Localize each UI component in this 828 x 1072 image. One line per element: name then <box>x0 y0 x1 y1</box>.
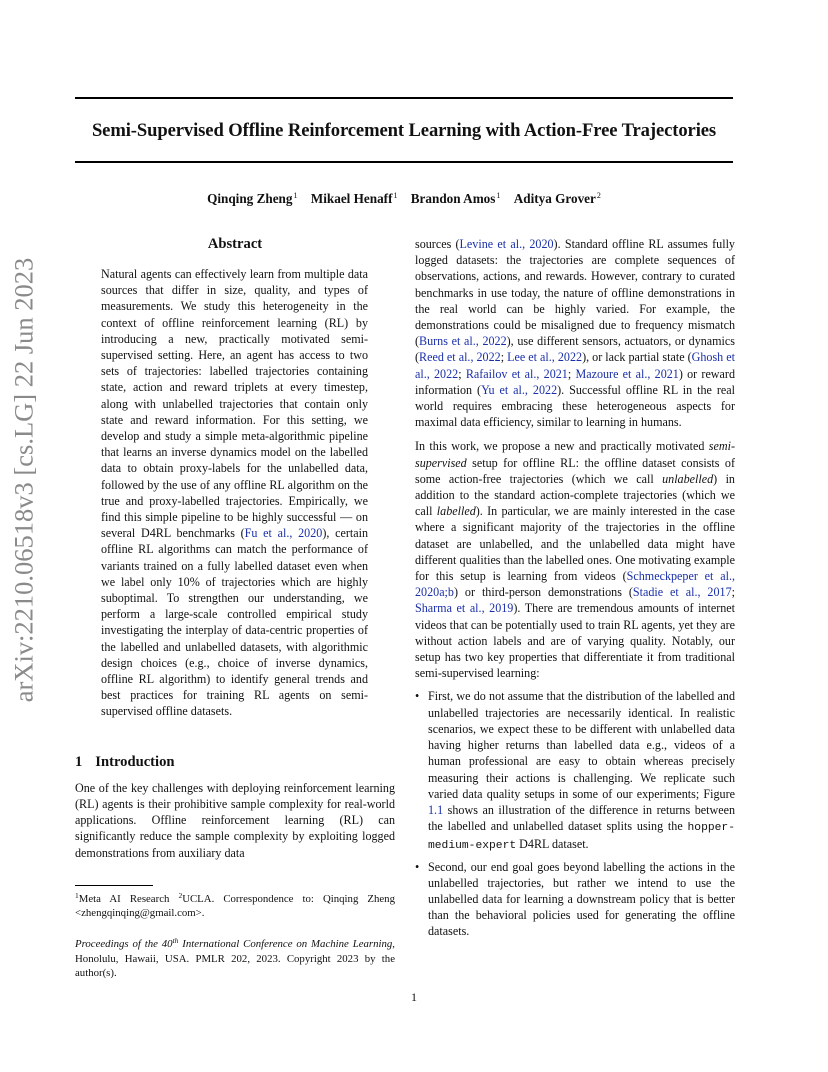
citation-link[interactable]: Schmeckpeper et al., 2020a;b <box>415 569 735 600</box>
author-affiliation: 1 <box>293 191 298 200</box>
right-column <box>415 236 735 944</box>
footnote-rule <box>75 885 153 886</box>
author-affiliation: 1 <box>496 191 501 200</box>
author-name: Aditya Grover <box>513 191 596 206</box>
bullet-icon: • <box>415 859 420 874</box>
title-top-rule <box>75 97 733 99</box>
author-affiliation: 2 <box>596 191 601 200</box>
abstract-heading: Abstract <box>207 236 263 252</box>
left-column <box>75 236 395 861</box>
bullet-icon: • <box>415 689 420 704</box>
author-name: Mikael Henaff <box>310 191 393 206</box>
citation-link[interactable]: Reed et al., 2022 <box>419 350 501 365</box>
paper-title: Semi-Supervised Offline Reinforcement Learning with Action-Free Trajectories <box>91 120 717 141</box>
author <box>411 191 501 206</box>
citation-link[interactable]: Stadie et al., 2017 <box>632 585 732 600</box>
list-item: • Second, our end goal goes beyond labelling the actions in the unlabelled trajectories, but rather we intend to use the unlabelled data for learning a downstream policy that is better than the behavioral policies used for generating the offline datasets. <box>415 859 735 939</box>
intro-paragraph: In this work, we propose a new and practically motivated semi-supervised setup for offline RL: the offline dataset consists of some action-free trajectories (which we call unlabelled) in addition to the standard action-complete trajectories (which we call labelled). In particular, we are mainly interested in the case where a significant majority of the trajectories in the offline dataset are unlabelled, and the unlabelled data might have different qualities than the labelled ones. One motivating example for this setup is learning from videos (Schmeckpeper et al., 2020a;b) or third-person demonstrations (Stadie et al., 2017; Sharma et al., 2019). There are tremendous amounts of internet videos that can be potentially used to train RL agents, yet they are without action labels and are of varying quality. Notably, our setup has two key properties that differentiate it from traditional semi-supervised learning: <box>415 439 736 681</box>
author-name: Qinqing Zheng <box>207 191 293 206</box>
property-list <box>415 688 735 939</box>
citation-link[interactable]: Fu et al., 2020 <box>244 526 323 541</box>
title-bottom-rule <box>75 161 733 163</box>
author-affiliation: 1 <box>393 191 398 200</box>
citation-link[interactable]: Mazoure et al., 2021 <box>575 366 679 381</box>
section-number: 1 <box>75 753 83 770</box>
citation-link[interactable]: Yu et al., 2022 <box>481 382 558 397</box>
proceedings-note: Proceedings of the 40th International Conference on Machine Learning, Honolulu, Hawaii, USA. PMLR 202, 2023. Copyright 2023 by the author(s). <box>75 936 395 979</box>
citation-link[interactable]: Burns et al., 2022 <box>419 334 507 349</box>
citation-link[interactable]: Ghosh et al., 2022 <box>415 350 735 381</box>
list-item: • First, we do not assume that the distribution of the labelled and unlabelled trajectories are necessarily identical. In realistic scenarios, we expect these to be different with unlabelled data having higher returns than labelled data e.g., videos of a human professional are easy to obtain whereas precisely measuring their actions is challenging. We replicate such varied data quality setups in some of our experiments; Figure 1.1 shows an illustration of the difference in returns between the labelled and unlabelled dataset splits using the hopper-medium-expert D4RL dataset. <box>415 689 735 853</box>
arxiv-id: arXiv:2210.06518v3 [cs.LG] 22 Jun 2023 <box>8 257 39 703</box>
figure-ref-link[interactable]: 1.1 <box>428 802 444 817</box>
author <box>207 191 297 206</box>
intro-paragraph: sources (Levine et al., 2020). Standard offline RL assumes fully logged datasets: the trajectories are complete sequences of observations, actions, and rewards. However, contrary to curated benchmarks in use today, the nature of offline demonstrations in the real world can be highly varied. For example, the demonstrations could be misaligned due to frequency mismatch (Burns et al., 2022), use different sensors, actuators, or dynamics (Reed et al., 2022; Lee et al., 2022), or lack partial state (Ghosh et al., 2022; Rafailov et al., 2021; Mazoure et al., 2021) or reward information (Yu et al., 2022). Successful offline RL in the real world requires embracing these heterogeneous aspects for maximal data efficiency, similar to learning in humans. <box>415 237 736 430</box>
section-title: Introduction <box>95 753 175 770</box>
affiliation-footnote: $^1$Meta AI Research $^2$UCLA. Correspondence to: Qinqing Zheng <zhengqinqing@gmail.com>. <box>75 891 395 920</box>
citation-link[interactable]: Rafailov et al., 2021 <box>465 366 568 381</box>
citation-link[interactable]: Sharma et al., 2019 <box>415 601 514 616</box>
page-number: 1 <box>411 990 417 1004</box>
abstract-text: Natural agents can effectively learn from multiple data sources that differ in size, quality, and types of measurements. We study this heterogeneity in the context of offline reinforcement learning (RL) by introducing a new, practically motivated semi-supervised setting. Here, an agent has access to two sets of trajectories: labelled trajectories containing state, action and reward triplets at every timestep, along with unlabelled trajectories that contain only state and reward information. For this setting, we develop and study a simple meta-algorithmic pipeline that learns an inverse dynamics model on the labelled data to obtain proxy-labels for the unlabelled data, followed by the use of any offline RL algorithm on the true and proxy-labelled trajectories. Empirically, we find this simple pipeline to be highly successful — on several D4RL benchmarks (Fu et al., 2020), certain offline RL algorithms can match the performance of variants trained on a fully labelled dataset even when we label only 10% of trajectories which are highly suboptimal. To strengthen our understanding, we perform a large-scale controlled empirical study investigating the interplay of data-centric properties of the labelled and unlabelled datasets, with algorithmic design choices (e.g., choice of inverse dynamics, offline RL algorithm) to identify general trends and best practices for training RL agents on semi-supervised offline datasets. <box>101 267 368 719</box>
dataset-name: hopper-medium-expert <box>428 822 735 853</box>
author <box>514 191 601 206</box>
citation-link[interactable]: Levine et al., 2020 <box>459 237 554 251</box>
footnotes <box>75 889 395 980</box>
author-name: Brandon Amos <box>410 191 496 206</box>
author <box>311 191 398 206</box>
section-heading-introduction <box>75 754 395 771</box>
citation-link[interactable]: Lee et al., 2022 <box>507 350 583 365</box>
intro-paragraph: One of the key challenges with deploying reinforcement learning (RL) agents is their prohibitive sample complexity for real-world applications. Offline reinforcement learning (RL) can significantly reduce the sample complexity by exploiting logged demonstrations from auxiliary data <box>75 780 395 860</box>
author-list <box>60 191 748 207</box>
